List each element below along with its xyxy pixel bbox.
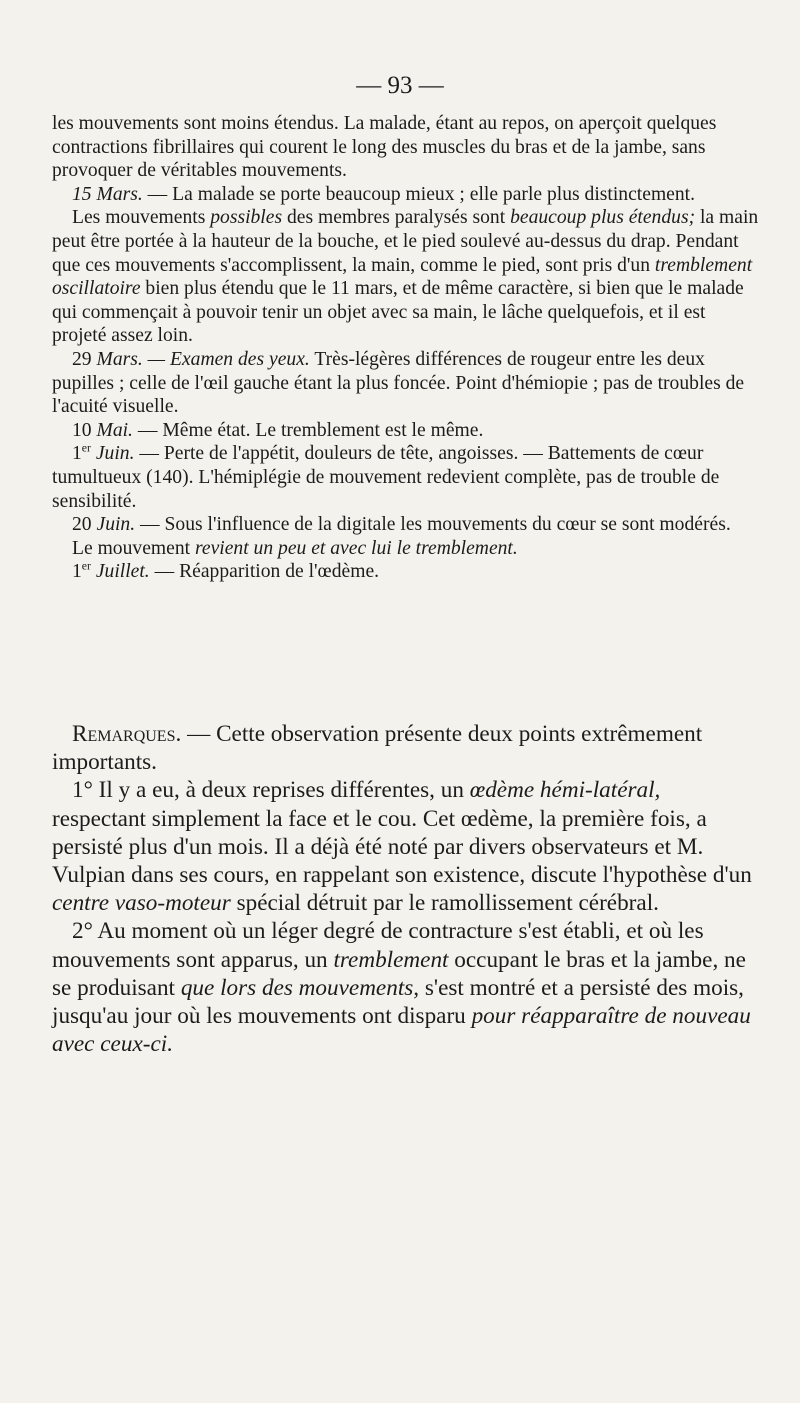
paragraph — [52, 206, 760, 348]
text: — Sous l'influence de la digitale les mouvements du cœur se sont modérés. — [135, 514, 731, 536]
paragraph — [52, 183, 760, 207]
emphasis: beaucoup plus étendus; — [510, 207, 696, 229]
paragraph — [52, 513, 760, 537]
remark-2 — [52, 917, 760, 1058]
text: s'est montré et a persisté des mois, jusqu'au jour où les mouvements ont disparu — [52, 974, 744, 1030]
date: Mars. — Examen des yeux. — [96, 348, 310, 370]
text: — Cette observation présente deux points extrêmement importants. — [52, 721, 703, 776]
text: occupant le bras et la jambe, ne se produisant — [52, 946, 746, 1001]
text: — La malade se porte beaucoup mieux ; elle parle plus distinctement. — [142, 183, 696, 205]
text: Les mouvements — [72, 207, 211, 229]
text: 1 — [72, 443, 82, 465]
text: la main peut être portée à la hauteur de la bouche, et le pied soulevé au-dessus du drap. Pendant que ces mouvements s'accomplissent, la main, comme le pied, sont pris d'un — [52, 207, 759, 276]
paragraph — [52, 537, 760, 561]
emphasis: œdème hémi-latéral, — [469, 777, 661, 804]
remark-1 — [52, 776, 760, 917]
text: Le mouvement — [72, 537, 195, 559]
emphasis: possibles — [210, 207, 283, 229]
date: Juin. — [90, 443, 135, 465]
paragraph — [52, 348, 760, 419]
paragraph: les mouvements sont moins étendus. La malade, étant au repos, on aperçoit quelques contractions fibrillaires qui courent le long des muscles du bras et de la jambe, sans provoquer de véritables mouvements. — [52, 113, 717, 182]
text: respectant simplement la face et le cou. Cet œdème, la première fois, a persisté plus d'un mois. Il a déjà été noté par divers observateurs et M. Vulpian dans ses cours, en rappelant son existence, discute l'hypothèse d'un — [52, 805, 752, 889]
paragraph — [52, 419, 760, 443]
remarks-heading: Remarques. — [72, 721, 182, 747]
date: Mai. — [96, 419, 133, 441]
paragraph — [52, 442, 760, 513]
page-number: — 93 — — [356, 72, 444, 99]
remarks-section — [52, 720, 760, 1058]
text: spécial détruit par le ramollissement cérébral. — [230, 890, 659, 917]
emphasis: tremblement — [333, 946, 449, 973]
text: 29 — [72, 348, 97, 370]
observation-text — [52, 112, 760, 584]
emphasis: revient un peu et avec lui le tremblement. — [194, 537, 518, 559]
emphasis: pour réapparaître de nouveau avec ceux-ci. — [52, 1003, 751, 1058]
text: 1° Il y a eu, à deux reprises différentes, un — [72, 777, 470, 804]
text: — Réapparition de l'œdème. — [149, 561, 380, 583]
superscript: er — [81, 441, 91, 455]
emphasis: que lors des mouvements, — [180, 974, 420, 1001]
text: 2° Au moment où un léger degré de contracture s'est établi, et où les mouvements sont apparus, un — [52, 918, 704, 973]
paragraph — [52, 560, 760, 584]
text: bien plus étendu que le 11 mars, et de même caractère, si bien que le malade qui commençait à pouvoir tenir un objet avec sa main, le lâche quelquefois, et il est projeté assez loin. — [52, 278, 744, 347]
text: des membres paralysés sont — [282, 207, 511, 229]
superscript: er — [81, 559, 91, 573]
date: Juin. — [96, 514, 136, 536]
text: — Perte de l'appétit, douleurs de tête, angoisses. — Battements de cœur tumultueux (140). L'hémiplégie de mouvement redevient complète, pas de trouble de sensibilité. — [52, 443, 720, 512]
emphasis: centre vaso-moteur — [52, 890, 231, 917]
text: 20 — [72, 514, 97, 536]
text: Très-légères différences de rougeur entre les deux pupilles ; celle de l'œil gauche étant la plus foncée. Point d'hémiopie ; pas de troubles de l'acuité visuelle. — [52, 348, 745, 418]
date: 15 Mars. — [72, 183, 143, 205]
text: 10 — [72, 419, 97, 441]
remarks-intro — [52, 720, 760, 776]
emphasis: tremblement oscillatoire — [52, 254, 753, 300]
text: 1 — [72, 561, 82, 583]
date: Juillet. — [90, 561, 150, 583]
text: — Même état. Le tremblement est le même. — [132, 419, 484, 441]
